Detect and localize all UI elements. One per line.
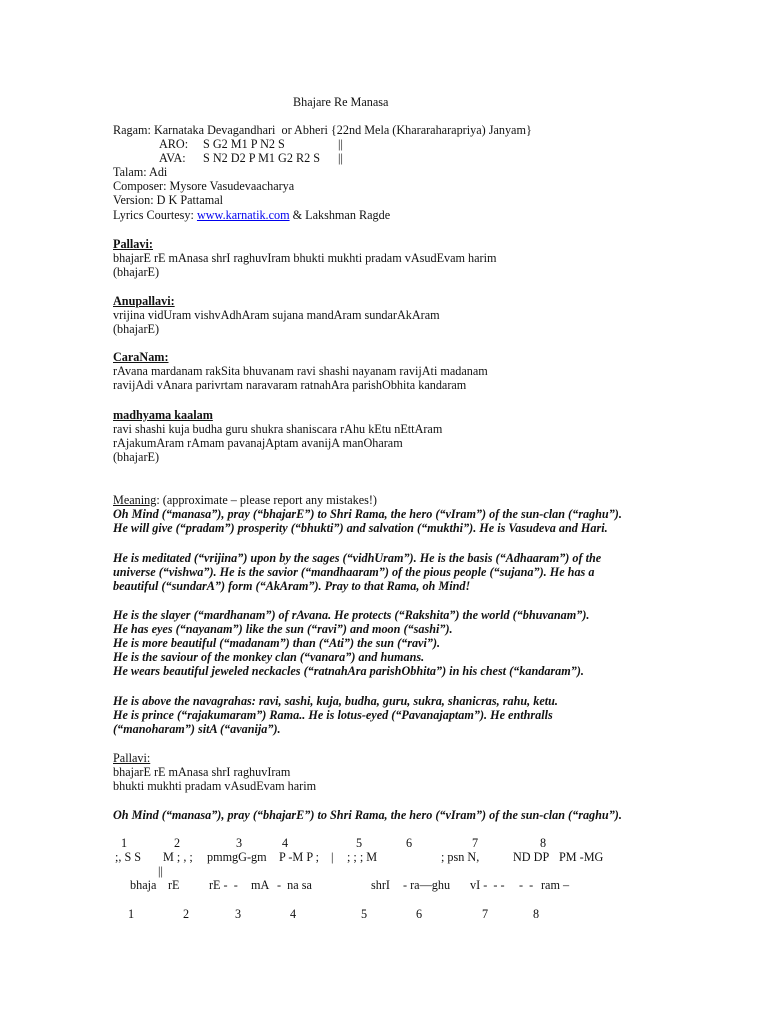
- madhyama-line-2: rAjakumAram rAmam pavanajAptam avanijA manOharam: [113, 436, 403, 450]
- page-title: Bhajare Re Manasa: [293, 95, 389, 109]
- ava-bars: ||: [338, 151, 343, 165]
- meaning-p1-line-1: Oh Mind (“manasa”), pray (“bhajarE”) to Shri Rama, the hero (“vIram”) of the sun-clan (“raghu”).: [113, 507, 622, 521]
- meaning-p4-line-2: He is prince (“rajakumaram”) Rama.. He is lotus-eyed (“Pavanajaptam”). He enthralls: [113, 708, 553, 722]
- pallavi-line-1: bhajarE rE mAnasa shrI raghuvIram bhukti mukhti pradam vAsudEvam harim: [113, 251, 497, 265]
- lyric-syllable: - ra—ghu: [403, 878, 451, 892]
- swara-group: ND DP: [513, 850, 550, 864]
- meaning-p3-line-3: He is more beautiful (“madanam”) than (“Ati”) the sun (“ravi”).: [113, 636, 441, 650]
- lyrics-courtesy-line: [113, 208, 390, 223]
- pallavi-line-2: (bhajarE): [113, 265, 160, 279]
- beat-number: 2: [174, 836, 181, 850]
- pallavi2-line-2: bhukti mukhti pradam vAsudEvam harim: [113, 779, 317, 793]
- ava-label: AVA:: [159, 151, 186, 165]
- aro-label: ARO:: [159, 137, 189, 151]
- swara-group: M ; , ;: [163, 850, 193, 864]
- meaning-p3-line-5: He wears beautiful jeweled neckacles (“ratnahAra parishObhita”) in his chest (“kandaram”).: [113, 664, 584, 678]
- anupallavi-heading: Anupallavi:: [113, 294, 175, 308]
- lyric-syllable: vI - - -: [470, 878, 505, 892]
- lyric-syllable: - na sa: [277, 878, 312, 892]
- beat-number: 4: [290, 907, 297, 921]
- ava-scale: S N2 D2 P M1 G2 R2 S: [203, 151, 321, 165]
- lyric-syllable: rE: [168, 878, 180, 892]
- ragam-line: Ragam: Karnataka Devagandhari or Abheri {22nd Mela (Khararaharapriya) Janyam}: [113, 123, 532, 137]
- meaning-note: : (approximate – please report any mistakes!): [156, 493, 377, 507]
- swara-group: ;, S S: [115, 850, 142, 864]
- meaning-p2-line-2: universe (“vishwa”). He is the savior (“mandhaaram”) of the pious people (“sujana”). He has a: [113, 565, 595, 579]
- pallavi2-heading: Pallavi:: [113, 751, 151, 765]
- pallavi2-translation: Oh Mind (“manasa”), pray (“bhajarE”) to Shri Rama, the hero (“vIram”) of the sun-clan (“raghu”).: [113, 808, 622, 822]
- meaning-p3-line-2: He has eyes (“nayanam”) like the sun (“ravi”) and moon (“sashi”).: [113, 622, 453, 636]
- beat-number: 2: [183, 907, 190, 921]
- double-bar: ||: [158, 864, 163, 878]
- beat-number: 6: [406, 836, 413, 850]
- caranam-line-2: ravijAdi vAnara parivrtam naravaram ratnahAra parishObhita kandaram: [113, 378, 467, 392]
- meaning-p4-line-3: (“manoharam”) sitA (“avanija”).: [113, 722, 281, 736]
- aro-scale: S G2 M1 P N2 S: [203, 137, 285, 151]
- karnatik-link[interactable]: www.karnatik.com: [196, 208, 290, 222]
- beat-number: 8: [540, 836, 547, 850]
- lyric-syllable: shrI: [371, 878, 390, 892]
- anupallavi-line-2: (bhajarE): [113, 322, 160, 336]
- madhyama-line-1: ravi shashi kuja budha guru shukra shaniscara rAhu kEtu nEttAram: [113, 422, 443, 436]
- swara-group: ; ; ; M: [347, 850, 378, 864]
- swara-group: P -M P ;: [279, 850, 320, 864]
- beat-number: 1: [128, 907, 135, 921]
- meaning-intro: [113, 493, 377, 508]
- beat-number: 4: [282, 836, 289, 850]
- madhyama-heading: madhyama kaalam: [113, 408, 213, 422]
- swara-group: ; psn N,: [441, 850, 480, 864]
- meaning-p1-line-2: He will give (“pradam”) prosperity (“bhukti”) and salvation (“mukthi”). He is Vasudeva and Hari.: [113, 521, 608, 535]
- beat-number: 8: [533, 907, 540, 921]
- caranam-heading: CaraNam:: [113, 350, 169, 364]
- swara-group: |: [331, 850, 334, 864]
- lyric-syllable: ram –: [541, 878, 570, 892]
- lyric-syllable: bhaja: [130, 878, 157, 892]
- beat-number: 1: [121, 836, 128, 850]
- meaning-p3-line-1: He is the slayer (“mardhanam”) of rAvana. He protects (“Rakshita”) the world (“bhuvanam”).: [113, 608, 590, 622]
- meaning-p4-line-1: He is above the navagrahas: ravi, sashi, kuja, budha, guru, sukra, shanicras, rahu, ketu.: [113, 694, 558, 708]
- anupallavi-line-1: vrijina vidUram vishvAdhAram sujana mandAram sundarAkAram: [113, 308, 440, 322]
- swara-group: PM -MG: [559, 850, 604, 864]
- pallavi2-line-1: bhajarE rE mAnasa shrI raghuvIram: [113, 765, 291, 779]
- beat-number: 5: [361, 907, 368, 921]
- meaning-p2-line-3: beautiful (“sundarA”) form (“AkAram”). Pray to that Rama, oh Mind!: [113, 579, 471, 593]
- talam-line: Talam: Adi: [113, 165, 168, 179]
- lyrics-courtesy-prefix: Lyrics Courtesy:: [113, 208, 197, 222]
- beat-number: 5: [356, 836, 363, 850]
- caranam-line-1: rAvana mardanam rakSita bhuvanam ravi shashi nayanam ravijAti madanam: [113, 364, 488, 378]
- lyric-syllable: - -: [519, 878, 534, 892]
- version-line: Version: D K Pattamal: [113, 193, 224, 207]
- lyric-syllable: rE - -: [209, 878, 238, 892]
- beat-number: 7: [482, 907, 489, 921]
- lyrics-courtesy-suffix: & Lakshman Ragde: [289, 208, 391, 222]
- pallavi-heading: Pallavi:: [113, 237, 153, 251]
- lyric-syllable: mA: [251, 878, 270, 892]
- beat-number: 3: [235, 907, 242, 921]
- beat-number: 7: [472, 836, 479, 850]
- beat-number: 3: [236, 836, 243, 850]
- composer-line: Composer: Mysore Vasudevaacharya: [113, 179, 295, 193]
- aro-bars: ||: [338, 137, 343, 151]
- madhyama-line-3: (bhajarE): [113, 450, 160, 464]
- meaning-p2-line-1: He is meditated (“vrijina”) upon by the sages (“vidhUram”). He is the basis (“Adhaaram”) of the: [113, 551, 602, 565]
- beat-number: 6: [416, 907, 423, 921]
- swara-group: pmmgG-gm: [207, 850, 267, 864]
- meaning-p3-line-4: He is the saviour of the monkey clan (“vanara”) and humans.: [113, 650, 425, 664]
- meaning-label: Meaning: [113, 493, 157, 507]
